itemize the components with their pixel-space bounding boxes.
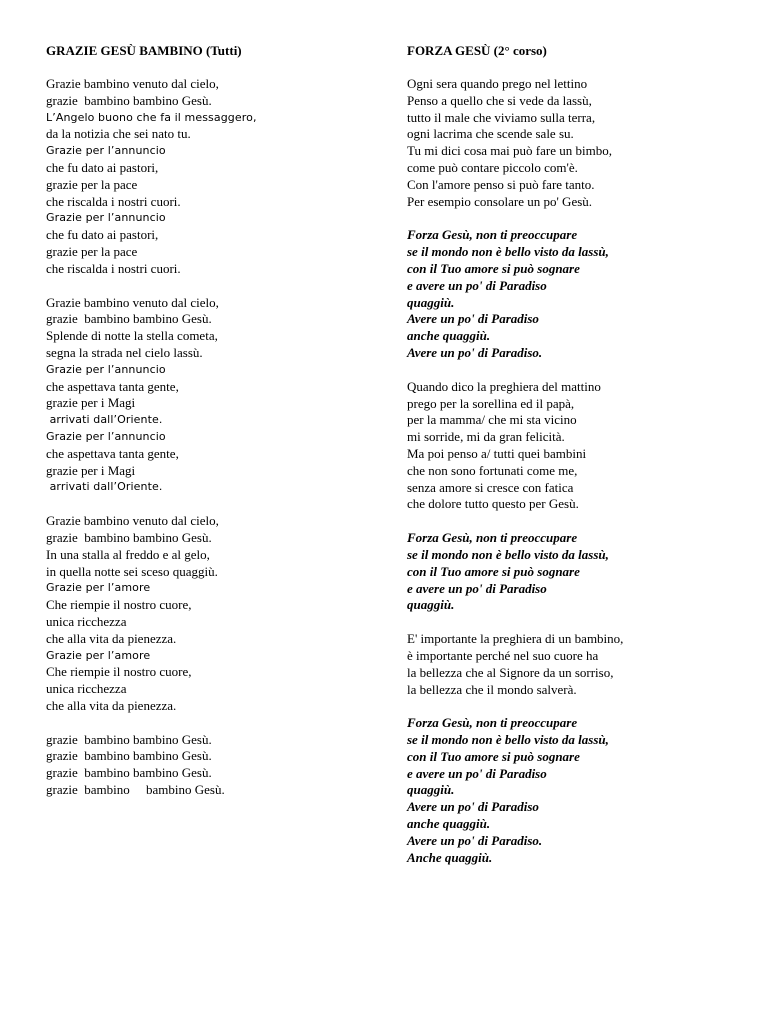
lyric-line: che fu dato ai pastori, xyxy=(46,159,159,175)
lyric-line: grazie bambino bambino Gesù. xyxy=(46,731,212,747)
lyric-line: grazie per i Magi xyxy=(46,462,136,478)
lyric-line: come può contare piccolo com'è. xyxy=(407,159,578,175)
lyrics-left xyxy=(46,76,376,799)
lyric-line: arrivati dall’Oriente. xyxy=(46,480,163,494)
lyric-line: è importante perché nel suo cuore ha xyxy=(407,647,599,663)
lyric-line: che aspettava tanta gente, xyxy=(46,445,179,461)
lyric-line: Ogni sera quando prego nel lettino xyxy=(407,76,588,91)
lyric-line: Ma poi penso a/ tutti quei bambini xyxy=(407,445,587,461)
lyric-line: Grazie per l’annuncio xyxy=(46,362,166,376)
lyric-line: con il Tuo amore si può sognare xyxy=(407,563,580,579)
lyric-line: grazie per la pace xyxy=(46,176,138,192)
lyric-line: e avere un po' di Paradiso xyxy=(407,765,547,781)
lyric-line: L’Angelo buono che fa il messaggero, xyxy=(46,110,257,124)
lyric-line: se il mondo non è bello visto da lassù, xyxy=(407,546,609,562)
lyric-line: Anche quaggiù. xyxy=(407,849,493,865)
lyric-line: In una stalla al freddo e al gelo, xyxy=(46,546,210,562)
lyric-line: grazie bambino bambino Gesù. xyxy=(46,765,212,781)
lyric-line: Grazie bambino venuto dal cielo, xyxy=(46,513,219,529)
lyric-line: che alla vita da pienezza. xyxy=(46,630,177,646)
lyric-line: che dolore tutto questo per Gesù. xyxy=(407,496,579,512)
verse-stanza xyxy=(407,76,737,210)
lyric-line: Forza Gesù, non ti preoccupare xyxy=(407,227,578,243)
lyric-line: quaggiù. xyxy=(407,597,455,613)
lyric-line: grazie per i Magi xyxy=(46,395,136,411)
lyric-line: che fu dato ai pastori, xyxy=(46,227,159,243)
lyric-line: per la mamma/ che mi sta vicino xyxy=(407,412,577,428)
song-title-right: FORZA GESÙ (2° corso) xyxy=(407,43,547,58)
lyric-line: grazie bambino bambino Gesù. xyxy=(46,748,212,764)
lyric-line: grazie bambino bambino Gesù. xyxy=(46,92,212,108)
lyric-line: con il Tuo amore si può sognare xyxy=(407,260,580,276)
lyric-line: grazie bambino bambino Gesù. xyxy=(46,782,225,798)
lyric-line: quaggiù. xyxy=(407,782,455,798)
lyric-line: ogni lacrima che scende sale su. xyxy=(407,126,574,142)
verse-stanza xyxy=(407,379,737,513)
lyric-line: Tu mi dici cosa mai può fare un bimbo, xyxy=(407,143,612,159)
lyric-line: se il mondo non è bello visto da lassù, xyxy=(407,732,609,748)
lyric-line: grazie bambino bambino Gesù. xyxy=(46,311,212,327)
lyric-line: segna la strada nel cielo lassù. xyxy=(46,344,203,360)
lyric-line: che aspettava tanta gente, xyxy=(46,378,179,394)
verse-stanza xyxy=(407,631,737,698)
lyric-line: e avere un po' di Paradiso xyxy=(407,580,547,596)
lyric-line: unica ricchezza xyxy=(46,681,127,697)
lyric-line: che riscalda i nostri cuori. xyxy=(46,260,181,276)
lyric-line: quaggiù. xyxy=(407,294,455,310)
lyric-line: mi sorride, mi da gran felicità. xyxy=(407,429,565,445)
song-column-left xyxy=(46,42,376,816)
song-column-right xyxy=(407,42,737,883)
lyric-line: arrivati dall’Oriente. xyxy=(46,413,163,427)
stanza xyxy=(46,732,376,799)
lyric-line: Che riempie il nostro cuore, xyxy=(46,597,192,613)
lyric-line: da la notizia che sei nato tu. xyxy=(46,126,191,142)
lyric-line: Forza Gesù, non ti preoccupare xyxy=(407,715,578,731)
lyric-line: e avere un po' di Paradiso xyxy=(407,277,547,293)
lyrics-right xyxy=(407,76,737,866)
lyric-line: Grazie per l’annuncio xyxy=(46,429,166,443)
lyric-line: anche quaggiù. xyxy=(407,816,491,832)
chorus-stanza xyxy=(407,227,737,361)
lyric-line: prego per la sorellina ed il papà, xyxy=(407,395,575,411)
lyric-line: Che riempie il nostro cuore, xyxy=(46,664,192,680)
lyric-line: Con l'amore penso si può fare tanto. xyxy=(407,176,595,192)
lyric-line: Forza Gesù, non ti preoccupare xyxy=(407,530,578,546)
lyric-line: Grazie per l’amore xyxy=(46,581,151,595)
lyric-line: E' importante la preghiera di un bambino, xyxy=(407,631,624,647)
lyric-line: che alla vita da pienezza. xyxy=(46,697,177,713)
lyric-line: Grazie per l’amore xyxy=(46,648,151,662)
lyric-line: Per esempio consolare un po' Gesù. xyxy=(407,193,593,209)
lyric-line: Grazie per l’annuncio xyxy=(46,144,166,158)
stanza xyxy=(46,295,376,497)
lyric-line: la bellezza che al Signore da un sorriso, xyxy=(407,664,614,680)
lyric-line: Quando dico la preghiera del mattino xyxy=(407,378,601,394)
lyric-line: Grazie per l’annuncio xyxy=(46,211,166,225)
lyric-line: Grazie bambino venuto dal cielo, xyxy=(46,76,219,91)
lyric-line: unica ricchezza xyxy=(46,613,127,629)
lyric-line: Avere un po' di Paradiso. xyxy=(407,832,543,848)
lyric-line: la bellezza che il mondo salverà. xyxy=(407,681,577,697)
lyric-line: Avere un po' di Paradiso. xyxy=(407,344,543,360)
lyric-line: Splende di notte la stella cometa, xyxy=(46,328,218,344)
chorus-stanza xyxy=(407,530,737,614)
lyric-line: che non sono fortunati come me, xyxy=(407,462,578,478)
lyric-line: senza amore si cresce con fatica xyxy=(407,479,574,495)
lyric-line: se il mondo non è bello visto da lassù, xyxy=(407,244,609,260)
song-title-left: GRAZIE GESÙ BAMBINO (Tutti) xyxy=(46,43,242,58)
lyric-line: grazie per la pace xyxy=(46,243,138,259)
lyric-line: anche quaggiù. xyxy=(407,328,491,344)
lyric-line: tutto il male che viviamo sulla terra, xyxy=(407,109,596,125)
lyric-line: grazie bambino bambino Gesù. xyxy=(46,529,212,545)
stanza xyxy=(46,76,376,278)
lyric-line: Avere un po' di Paradiso xyxy=(407,311,539,327)
stanza xyxy=(46,513,376,715)
lyric-line: con il Tuo amore si può sognare xyxy=(407,748,580,764)
lyric-line: che riscalda i nostri cuori. xyxy=(46,193,181,209)
chorus-stanza xyxy=(407,715,737,866)
lyric-line: in quella notte sei sceso quaggiù. xyxy=(46,563,218,579)
lyric-line: Grazie bambino venuto dal cielo, xyxy=(46,294,219,310)
lyric-line: Avere un po' di Paradiso xyxy=(407,799,539,815)
lyric-line: Penso a quello che si vede da lassù, xyxy=(407,92,592,108)
